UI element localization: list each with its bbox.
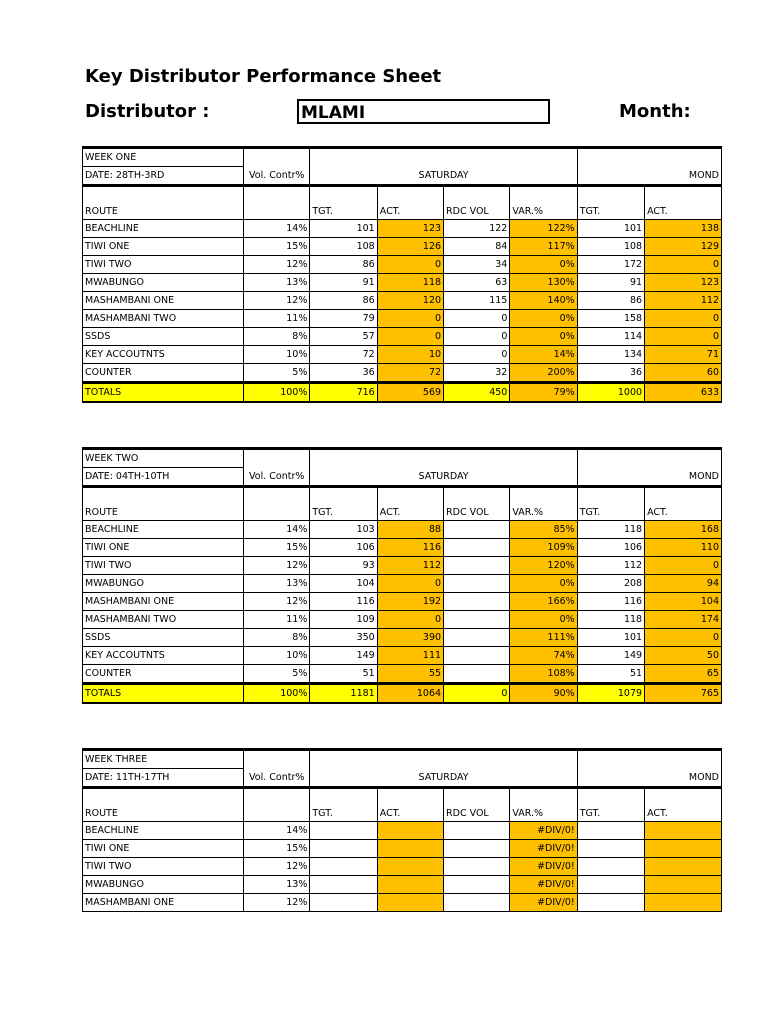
vol-contr-header-blank — [244, 487, 310, 521]
rdc-vol-cell[interactable] — [444, 858, 510, 876]
vol-contr-cell[interactable]: 8% — [244, 328, 310, 346]
monday-act-cell[interactable]: 71 — [645, 346, 722, 364]
route-name: MASHAMBANI ONE — [83, 593, 244, 611]
vol-contr-cell[interactable]: 11% — [244, 611, 310, 629]
act-cell[interactable]: 0 — [377, 575, 443, 593]
monday-act-cell[interactable]: 50 — [645, 647, 722, 665]
distributor-value[interactable]: MLAMI — [297, 99, 550, 124]
tgt-cell[interactable]: 350 — [310, 629, 377, 647]
header-spacer — [244, 148, 310, 167]
vol-contr-header-blank — [244, 788, 310, 822]
act-cell[interactable] — [377, 822, 443, 840]
vol-contr-cell[interactable]: 13% — [244, 575, 310, 593]
rdc-vol-header: RDC VOL — [444, 186, 510, 220]
var-cell[interactable]: 200% — [510, 364, 577, 383]
tgt-cell[interactable]: 86 — [310, 256, 377, 274]
monday-act-cell[interactable] — [645, 858, 722, 876]
monday-tgt-cell[interactable]: 36 — [577, 364, 644, 383]
tgt-cell[interactable]: 57 — [310, 328, 377, 346]
week-table-2 — [82, 447, 719, 704]
act-cell[interactable]: 120 — [377, 292, 443, 310]
table-row — [83, 292, 722, 310]
var-cell[interactable]: 130% — [510, 274, 577, 292]
tgt-cell[interactable] — [310, 822, 377, 840]
tgt-cell[interactable]: 108 — [310, 238, 377, 256]
var-cell[interactable]: 111% — [510, 629, 577, 647]
route-name: TIWI ONE — [83, 840, 244, 858]
table-row — [83, 346, 722, 364]
totals-act[interactable]: 1064 — [377, 684, 443, 704]
var-header: VAR.% — [510, 788, 577, 822]
route-name: TIWI TWO — [83, 557, 244, 575]
var-cell[interactable]: 120% — [510, 557, 577, 575]
monday-act-cell[interactable] — [645, 876, 722, 894]
var-cell[interactable]: 140% — [510, 292, 577, 310]
vol-contr-cell[interactable]: 11% — [244, 310, 310, 328]
monday-act-cell[interactable]: 123 — [645, 274, 722, 292]
monday-act-cell[interactable]: 168 — [645, 521, 722, 539]
act-cell[interactable]: 192 — [377, 593, 443, 611]
route-name: MASHAMBANI ONE — [83, 894, 244, 912]
monday-tgt-cell[interactable] — [577, 840, 644, 858]
tgt-header: TGT. — [310, 186, 377, 220]
route-header: ROUTE — [83, 788, 244, 822]
route-name: MWABUNGO — [83, 274, 244, 292]
monday-act-cell[interactable]: 0 — [645, 328, 722, 346]
rdc-vol-cell[interactable]: 84 — [444, 238, 510, 256]
act-cell[interactable]: 118 — [377, 274, 443, 292]
rdc-vol-cell[interactable]: 32 — [444, 364, 510, 383]
monday-tgt-header: TGT. — [577, 788, 644, 822]
route-name: SSDS — [83, 629, 244, 647]
var-cell[interactable]: #DIV/0! — [510, 876, 577, 894]
rdc-vol-cell[interactable] — [444, 822, 510, 840]
vol-contr-cell[interactable]: 12% — [244, 557, 310, 575]
vol-contr-cell[interactable]: 15% — [244, 840, 310, 858]
monday-act-cell[interactable]: 174 — [645, 611, 722, 629]
vol-contr-header-blank — [244, 186, 310, 220]
rdc-vol-cell[interactable]: 63 — [444, 274, 510, 292]
header-spacer — [244, 449, 310, 468]
totals-label: TOTALS — [83, 383, 244, 403]
act-cell[interactable]: 390 — [377, 629, 443, 647]
monday-act-cell[interactable]: 94 — [645, 575, 722, 593]
table-row — [83, 822, 722, 840]
act-cell[interactable]: 116 — [377, 539, 443, 557]
table-row — [83, 840, 722, 858]
route-name: TIWI TWO — [83, 256, 244, 274]
vol-contr-header: Vol. Contr% — [244, 167, 310, 186]
tgt-cell[interactable]: 101 — [310, 220, 377, 238]
vol-contr-header: Vol. Contr% — [244, 468, 310, 487]
tgt-cell[interactable]: 72 — [310, 346, 377, 364]
table-row — [83, 364, 722, 383]
var-cell[interactable]: 0% — [510, 328, 577, 346]
var-cell[interactable]: 74% — [510, 647, 577, 665]
rdc-vol-cell[interactable] — [444, 575, 510, 593]
table-row — [83, 647, 722, 665]
totals-row — [83, 383, 722, 403]
var-cell[interactable]: 122% — [510, 220, 577, 238]
week-table-1 — [82, 146, 719, 403]
saturday-header-top — [310, 449, 577, 468]
monday-act-cell[interactable]: 0 — [645, 256, 722, 274]
table-row — [83, 557, 722, 575]
rdc-vol-cell[interactable] — [444, 629, 510, 647]
route-name: MWABUNGO — [83, 876, 244, 894]
rdc-vol-header: RDC VOL — [444, 788, 510, 822]
monday-tgt-cell[interactable]: 134 — [577, 346, 644, 364]
saturday-header: SATURDAY — [310, 769, 577, 788]
monday-act-cell[interactable]: 0 — [645, 557, 722, 575]
route-name: KEY ACCOUTNTS — [83, 647, 244, 665]
vol-contr-cell[interactable]: 14% — [244, 822, 310, 840]
var-cell[interactable]: 117% — [510, 238, 577, 256]
table-row — [83, 876, 722, 894]
monday-tgt-cell[interactable] — [577, 876, 644, 894]
totals-vol[interactable]: 100% — [244, 383, 310, 403]
monday-header-top — [577, 750, 721, 769]
route-name: BEACHLINE — [83, 521, 244, 539]
week-date: DATE: 28TH-3RD — [83, 167, 244, 186]
rdc-vol-cell[interactable] — [444, 557, 510, 575]
route-header: ROUTE — [83, 487, 244, 521]
act-cell[interactable]: 0 — [377, 328, 443, 346]
route-name: KEY ACCOUTNTS — [83, 346, 244, 364]
week-label: WEEK TWO — [83, 449, 244, 468]
act-cell[interactable]: 10 — [377, 346, 443, 364]
monday-act-cell[interactable]: 0 — [645, 310, 722, 328]
monday-tgt-cell[interactable] — [577, 894, 644, 912]
var-cell[interactable]: 0% — [510, 575, 577, 593]
table-row — [83, 858, 722, 876]
tgt-cell[interactable]: 104 — [310, 575, 377, 593]
var-cell[interactable]: 0% — [510, 256, 577, 274]
route-name: MASHAMBANI ONE — [83, 292, 244, 310]
totals-vol[interactable]: 100% — [244, 684, 310, 704]
table-row — [83, 575, 722, 593]
week-label: WEEK THREE — [83, 750, 244, 769]
route-name: TIWI ONE — [83, 238, 244, 256]
rdc-vol-cell[interactable]: 0 — [444, 310, 510, 328]
table-row — [83, 629, 722, 647]
monday-act-cell[interactable]: 129 — [645, 238, 722, 256]
table-row — [83, 238, 722, 256]
table-row — [83, 274, 722, 292]
rdc-vol-cell[interactable] — [444, 521, 510, 539]
totals-var[interactable]: 90% — [510, 684, 577, 704]
monday-header: MOND — [577, 769, 721, 788]
totals-monday-act[interactable]: 765 — [645, 684, 722, 704]
rdc-vol-cell[interactable] — [444, 539, 510, 557]
act-header: ACT. — [377, 186, 443, 220]
totals-tgt[interactable]: 1181 — [310, 684, 377, 704]
var-cell[interactable]: 0% — [510, 611, 577, 629]
rdc-vol-cell[interactable]: 34 — [444, 256, 510, 274]
route-name: TIWI ONE — [83, 539, 244, 557]
var-cell[interactable]: 85% — [510, 521, 577, 539]
tgt-cell[interactable] — [310, 894, 377, 912]
totals-rdc[interactable]: 0 — [444, 684, 510, 704]
monday-tgt-cell[interactable]: 101 — [577, 220, 644, 238]
tgt-cell[interactable]: 149 — [310, 647, 377, 665]
table-row — [83, 220, 722, 238]
act-cell[interactable] — [377, 876, 443, 894]
totals-tgt[interactable]: 716 — [310, 383, 377, 403]
tgt-cell[interactable]: 79 — [310, 310, 377, 328]
tgt-cell[interactable]: 93 — [310, 557, 377, 575]
var-cell[interactable]: 0% — [510, 310, 577, 328]
monday-tgt-cell[interactable] — [577, 858, 644, 876]
vol-contr-cell[interactable]: 5% — [244, 665, 310, 684]
act-header: ACT. — [377, 788, 443, 822]
totals-act[interactable]: 569 — [377, 383, 443, 403]
table-row — [83, 611, 722, 629]
act-cell[interactable]: 0 — [377, 611, 443, 629]
tgt-cell[interactable]: 36 — [310, 364, 377, 383]
monday-tgt-cell[interactable]: 101 — [577, 629, 644, 647]
route-name: MWABUNGO — [83, 575, 244, 593]
route-name: COUNTER — [83, 364, 244, 383]
table-row — [83, 256, 722, 274]
monday-act-cell[interactable]: 60 — [645, 364, 722, 383]
monday-tgt-cell[interactable]: 116 — [577, 593, 644, 611]
tgt-cell[interactable] — [310, 858, 377, 876]
monday-act-header: ACT. — [645, 788, 722, 822]
vol-contr-header: Vol. Contr% — [244, 769, 310, 788]
week-label: WEEK ONE — [83, 148, 244, 167]
route-header: ROUTE — [83, 186, 244, 220]
route-name: MASHAMBANI TWO — [83, 310, 244, 328]
totals-var[interactable]: 79% — [510, 383, 577, 403]
rdc-vol-cell[interactable] — [444, 665, 510, 684]
monday-act-cell[interactable]: 65 — [645, 665, 722, 684]
rdc-vol-cell[interactable] — [444, 840, 510, 858]
monday-tgt-cell[interactable]: 149 — [577, 647, 644, 665]
rdc-vol-cell[interactable]: 0 — [444, 328, 510, 346]
act-header: ACT. — [377, 487, 443, 521]
act-cell[interactable]: 111 — [377, 647, 443, 665]
table-row — [83, 539, 722, 557]
act-cell[interactable]: 112 — [377, 557, 443, 575]
act-cell[interactable]: 0 — [377, 310, 443, 328]
monday-act-cell[interactable] — [645, 894, 722, 912]
monday-tgt-cell[interactable]: 118 — [577, 521, 644, 539]
totals-monday-tgt[interactable]: 1000 — [577, 383, 644, 403]
vol-contr-cell[interactable]: 12% — [244, 256, 310, 274]
tgt-header: TGT. — [310, 788, 377, 822]
monday-tgt-cell[interactable] — [577, 822, 644, 840]
act-cell[interactable] — [377, 840, 443, 858]
saturday-header: SATURDAY — [310, 167, 577, 186]
monday-act-cell[interactable] — [645, 840, 722, 858]
totals-row — [83, 684, 722, 704]
tgt-cell[interactable] — [310, 876, 377, 894]
vol-contr-cell[interactable]: 13% — [244, 876, 310, 894]
page-title: Key Distributor Performance Sheet — [85, 66, 442, 87]
act-cell[interactable]: 123 — [377, 220, 443, 238]
var-header: VAR.% — [510, 186, 577, 220]
table-row — [83, 894, 722, 912]
monday-act-cell[interactable]: 104 — [645, 593, 722, 611]
week-date: DATE: 11TH-17TH — [83, 769, 244, 788]
rdc-vol-cell[interactable] — [444, 894, 510, 912]
monday-header-top — [577, 449, 721, 468]
header-spacer — [244, 750, 310, 769]
totals-label: TOTALS — [83, 684, 244, 704]
tgt-cell[interactable]: 91 — [310, 274, 377, 292]
monday-tgt-cell[interactable]: 208 — [577, 575, 644, 593]
monday-tgt-cell[interactable]: 112 — [577, 557, 644, 575]
monday-header: MOND — [577, 167, 721, 186]
tgt-header: TGT. — [310, 487, 377, 521]
var-cell[interactable]: #DIV/0! — [510, 822, 577, 840]
vol-contr-cell[interactable]: 14% — [244, 521, 310, 539]
vol-contr-cell[interactable]: 14% — [244, 220, 310, 238]
var-cell[interactable]: 14% — [510, 346, 577, 364]
act-cell[interactable]: 126 — [377, 238, 443, 256]
vol-contr-cell[interactable]: 15% — [244, 238, 310, 256]
tgt-cell[interactable]: 109 — [310, 611, 377, 629]
route-name: MASHAMBANI TWO — [83, 611, 244, 629]
rdc-vol-cell[interactable]: 0 — [444, 346, 510, 364]
vol-contr-cell[interactable]: 8% — [244, 629, 310, 647]
monday-tgt-cell[interactable]: 114 — [577, 328, 644, 346]
act-cell[interactable]: 55 — [377, 665, 443, 684]
monday-tgt-cell[interactable]: 51 — [577, 665, 644, 684]
var-cell[interactable]: 109% — [510, 539, 577, 557]
route-name: TIWI TWO — [83, 858, 244, 876]
monday-tgt-cell[interactable]: 86 — [577, 292, 644, 310]
var-header: VAR.% — [510, 487, 577, 521]
vol-contr-cell[interactable]: 12% — [244, 292, 310, 310]
route-name: SSDS — [83, 328, 244, 346]
monday-tgt-header: TGT. — [577, 487, 644, 521]
rdc-vol-cell[interactable]: 122 — [444, 220, 510, 238]
table-row — [83, 665, 722, 684]
monday-header-top — [577, 148, 721, 167]
act-cell[interactable]: 72 — [377, 364, 443, 383]
var-cell[interactable]: #DIV/0! — [510, 840, 577, 858]
distributor-label: Distributor : — [85, 101, 210, 122]
monday-tgt-cell[interactable]: 172 — [577, 256, 644, 274]
monday-act-cell[interactable] — [645, 822, 722, 840]
act-cell[interactable]: 88 — [377, 521, 443, 539]
totals-monday-tgt[interactable]: 1079 — [577, 684, 644, 704]
var-cell[interactable]: #DIV/0! — [510, 858, 577, 876]
vol-contr-cell[interactable]: 10% — [244, 647, 310, 665]
tgt-cell[interactable]: 86 — [310, 292, 377, 310]
act-cell[interactable] — [377, 894, 443, 912]
saturday-header: SATURDAY — [310, 468, 577, 487]
vol-contr-cell[interactable]: 12% — [244, 858, 310, 876]
week-date: DATE: 04TH-10TH — [83, 468, 244, 487]
month-label: Month: — [619, 101, 691, 122]
rdc-vol-cell[interactable] — [444, 593, 510, 611]
route-name: BEACHLINE — [83, 822, 244, 840]
monday-tgt-cell[interactable]: 91 — [577, 274, 644, 292]
tgt-cell[interactable] — [310, 840, 377, 858]
saturday-header-top — [310, 148, 577, 167]
table-row — [83, 521, 722, 539]
rdc-vol-cell[interactable] — [444, 647, 510, 665]
act-cell[interactable] — [377, 858, 443, 876]
vol-contr-cell[interactable]: 10% — [244, 346, 310, 364]
totals-monday-act[interactable]: 633 — [645, 383, 722, 403]
monday-tgt-cell[interactable]: 108 — [577, 238, 644, 256]
var-cell[interactable]: 108% — [510, 665, 577, 684]
vol-contr-cell[interactable]: 13% — [244, 274, 310, 292]
vol-contr-cell[interactable]: 12% — [244, 593, 310, 611]
vol-contr-cell[interactable]: 15% — [244, 539, 310, 557]
vol-contr-cell[interactable]: 12% — [244, 894, 310, 912]
vol-contr-cell[interactable]: 5% — [244, 364, 310, 383]
monday-header: MOND — [577, 468, 721, 487]
table-row — [83, 328, 722, 346]
monday-tgt-cell[interactable]: 158 — [577, 310, 644, 328]
monday-act-header: ACT. — [645, 186, 722, 220]
route-name: COUNTER — [83, 665, 244, 684]
monday-act-cell[interactable]: 0 — [645, 629, 722, 647]
monday-act-cell[interactable]: 110 — [645, 539, 722, 557]
totals-rdc[interactable]: 450 — [444, 383, 510, 403]
act-cell[interactable]: 0 — [377, 256, 443, 274]
monday-tgt-header: TGT. — [577, 186, 644, 220]
tgt-cell[interactable]: 103 — [310, 521, 377, 539]
monday-act-cell[interactable]: 138 — [645, 220, 722, 238]
monday-act-header: ACT. — [645, 487, 722, 521]
var-cell[interactable]: #DIV/0! — [510, 894, 577, 912]
week-table-3 — [82, 748, 719, 912]
monday-tgt-cell[interactable]: 118 — [577, 611, 644, 629]
tgt-cell[interactable]: 116 — [310, 593, 377, 611]
tgt-cell[interactable]: 51 — [310, 665, 377, 684]
monday-tgt-cell[interactable]: 106 — [577, 539, 644, 557]
rdc-vol-cell[interactable] — [444, 876, 510, 894]
rdc-vol-cell[interactable] — [444, 611, 510, 629]
table-row — [83, 593, 722, 611]
var-cell[interactable]: 166% — [510, 593, 577, 611]
saturday-header-top — [310, 750, 577, 769]
monday-act-cell[interactable]: 112 — [645, 292, 722, 310]
rdc-vol-header: RDC VOL — [444, 487, 510, 521]
route-name: BEACHLINE — [83, 220, 244, 238]
table-row — [83, 310, 722, 328]
tgt-cell[interactable]: 106 — [310, 539, 377, 557]
rdc-vol-cell[interactable]: 115 — [444, 292, 510, 310]
